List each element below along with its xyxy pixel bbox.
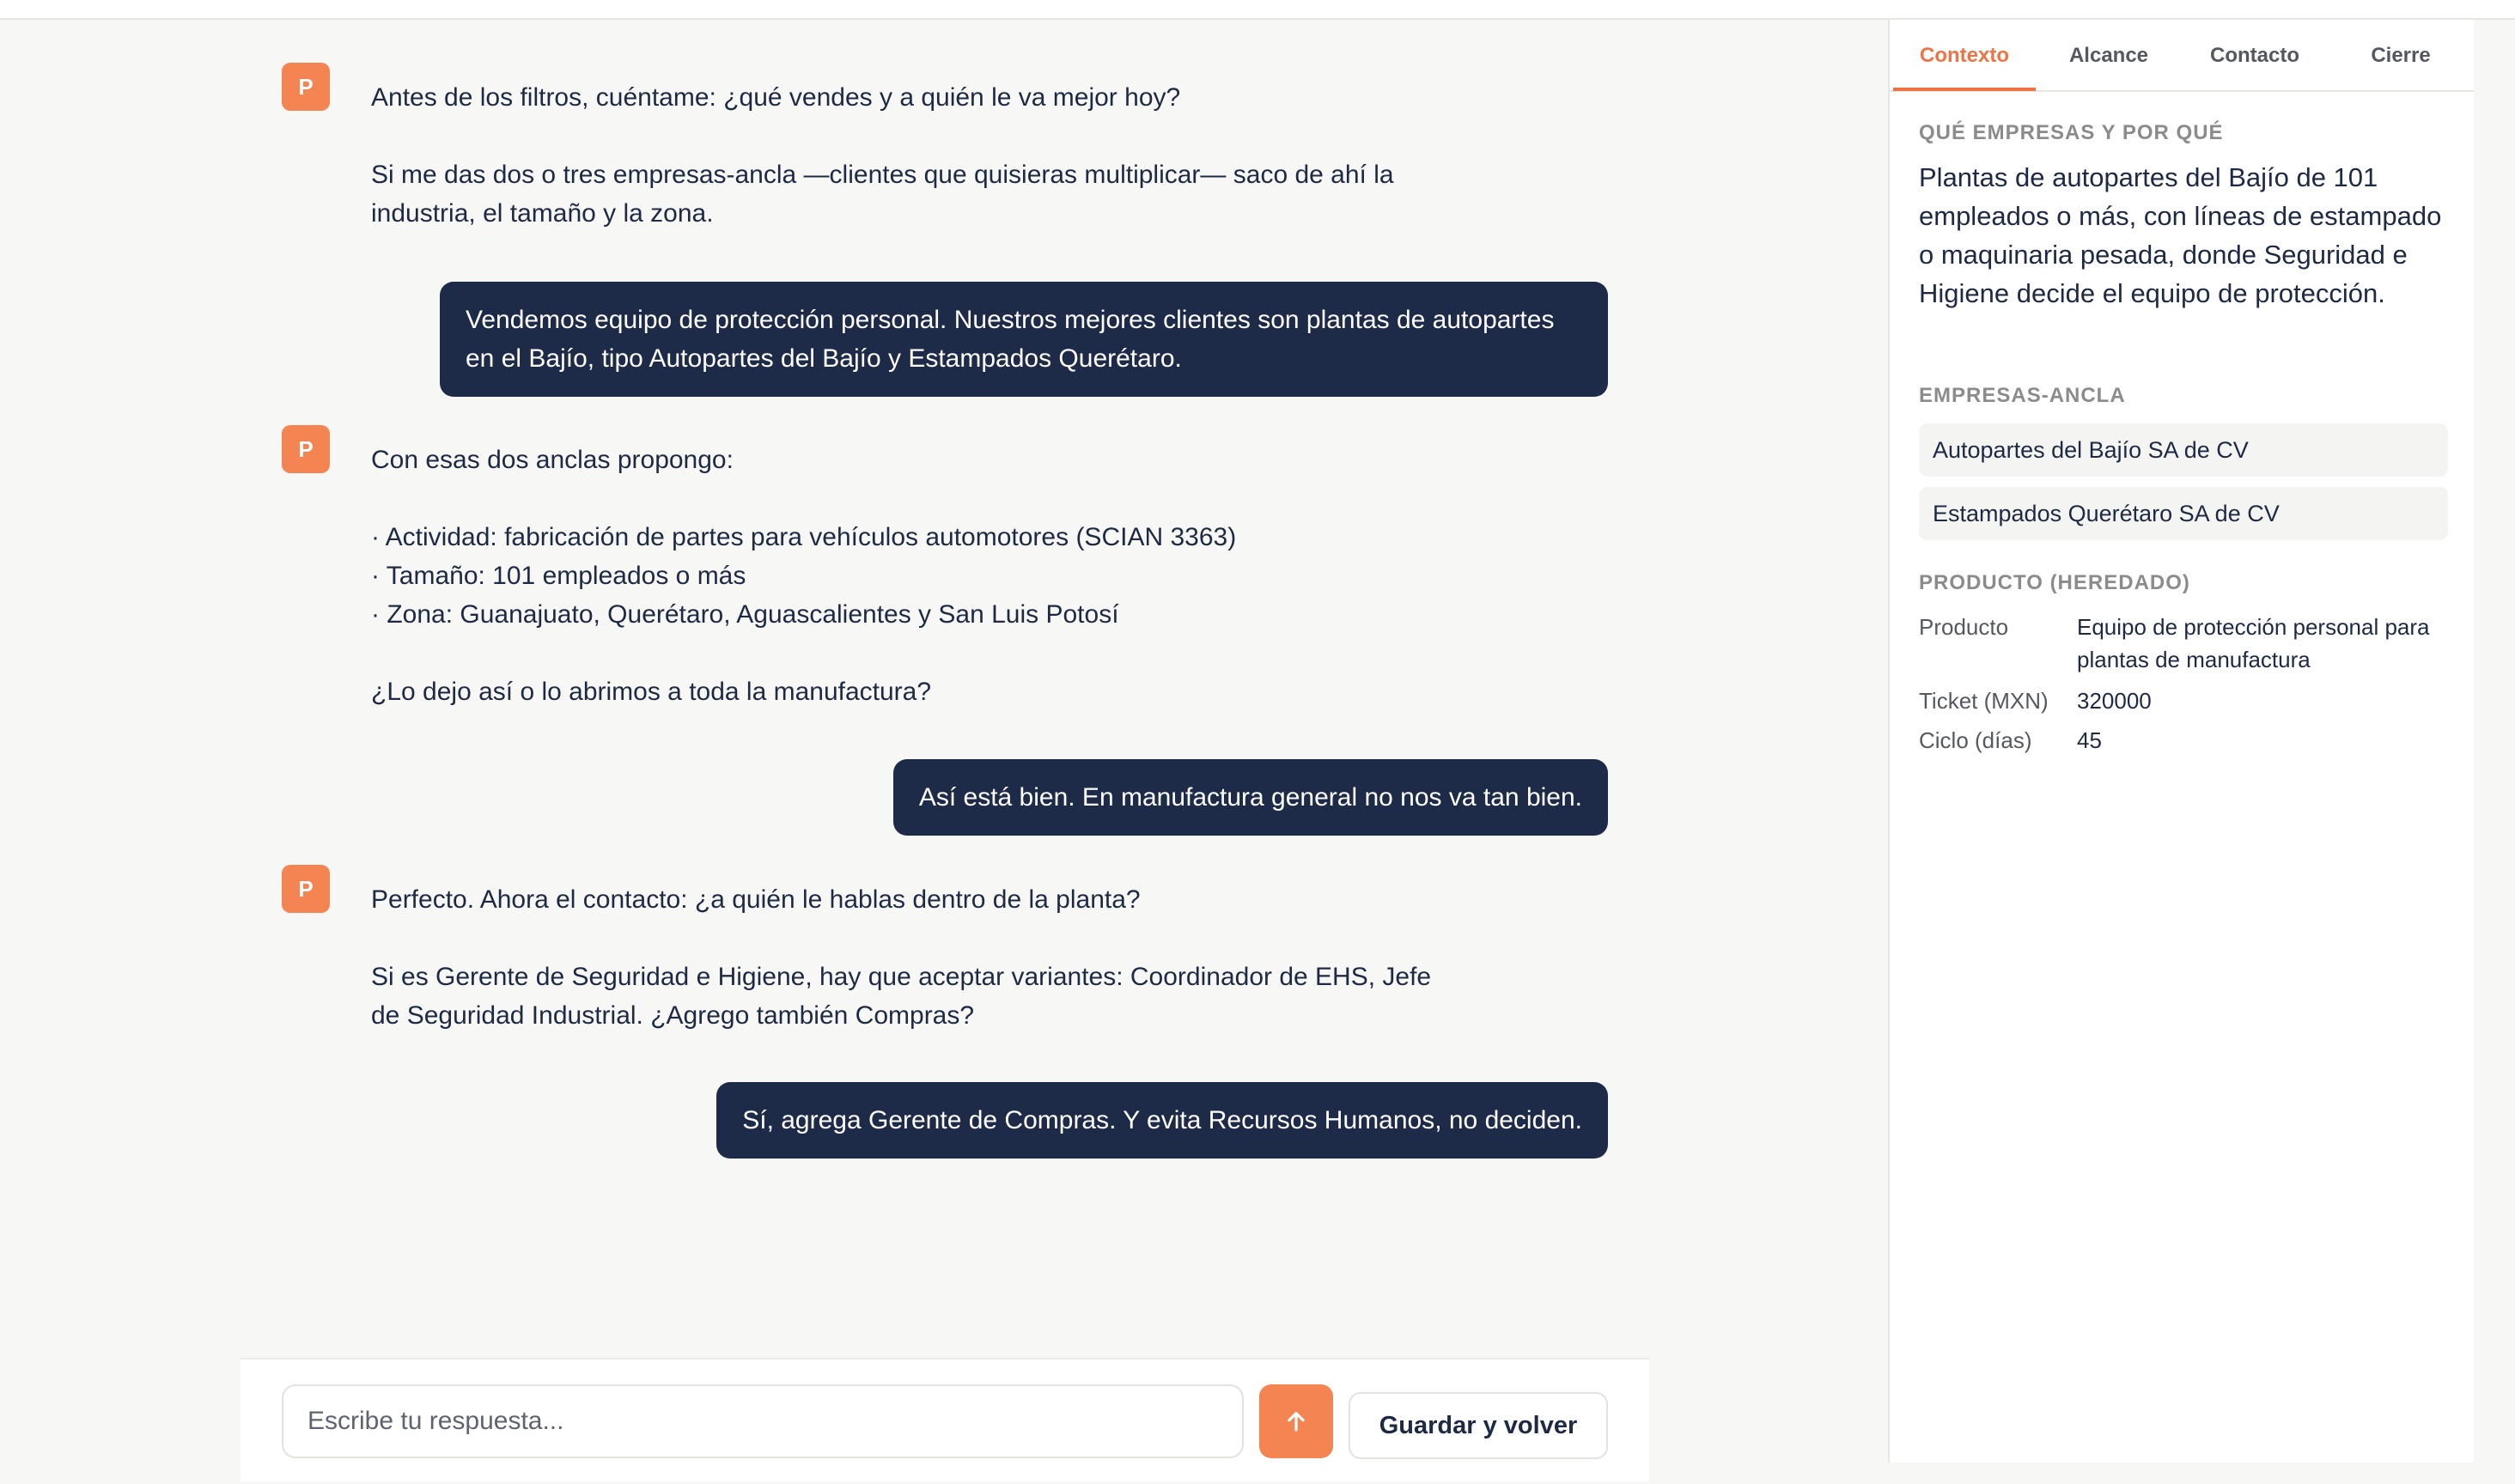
save-and-return-button[interactable]: Guardar y volver <box>1349 1392 1608 1459</box>
tab-contexto[interactable]: Contexto <box>1920 44 2009 67</box>
assistant-message <box>371 880 1436 1035</box>
anchors-section-label: EMPRESAS-ANCLA <box>1919 384 2126 407</box>
assistant-avatar: P <box>282 425 330 473</box>
message-paragraph: ¿Lo dejo así o lo abrimos a toda la manufactura? <box>371 678 932 706</box>
chat-area <box>0 20 1888 1484</box>
assistant-message <box>371 78 1453 233</box>
active-tab-indicator <box>1893 88 2036 91</box>
anchor-company: Autopartes del Bajío SA de CV <box>1919 423 2448 477</box>
product-key: Producto <box>1919 614 2009 640</box>
proposal-line: · Tamaño: 101 empleados o más <box>371 562 746 590</box>
tab-contacto[interactable]: Contacto <box>2210 44 2299 67</box>
message-paragraph: Con esas dos anclas propongo: <box>371 446 734 474</box>
reply-input[interactable]: Escribe tu respuesta... <box>282 1384 1244 1458</box>
proposal-line: · Actividad: fabricación de partes para vehículos automotores (SCIAN 3363) <box>371 523 1237 551</box>
assistant-avatar: P <box>282 865 330 913</box>
assistant-message <box>371 441 1488 711</box>
message-paragraph: Si es Gerente de Seguridad e Higiene, hay que aceptar variantes: Coordinador de EHS, Jefe de Seguridad Industrial. ¿Agrego también Compras? <box>371 963 1432 1030</box>
assistant-avatar: P <box>282 63 330 111</box>
user-message: Vendemos equipo de protección personal. Nuestros mejores clientes son plantas de autopartes en el Bajío, tipo Autopartes del Bajío y Estampados Querétaro. <box>440 282 1608 397</box>
cycle-key: Ciclo (días) <box>1919 727 2032 753</box>
tab-cierre[interactable]: Cierre <box>2371 44 2431 67</box>
message-paragraph: Perfecto. Ahora el contacto: ¿a quién le hablas dentro de la planta? <box>371 885 1141 914</box>
message-paragraph: Antes de los filtros, cuéntame: ¿qué vendes y a quién le va mejor hoy? <box>371 83 1181 112</box>
user-message: Así está bien. En manufactura general no nos va tan bien. <box>893 759 1608 836</box>
composer <box>241 1358 1649 1481</box>
product-value: Equipo de protección personal para plantas de manufactura <box>2077 614 2430 672</box>
ticket-key: Ticket (MXN) <box>1919 688 2049 714</box>
proposal-line: · Zona: Guanajuato, Querétaro, Aguascalientes y San Luis Potosí <box>371 600 1119 629</box>
cycle-value: 45 <box>2077 727 2102 753</box>
context-section-label: QUÉ EMPRESAS Y POR QUÉ <box>1919 121 2224 144</box>
arrow-up-icon <box>1283 1408 1309 1434</box>
panel-tabs <box>1890 20 2474 92</box>
anchor-company: Estampados Querétaro SA de CV <box>1919 487 2448 540</box>
message-paragraph: Si me das dos o tres empresas-ancla —clientes que quisieras multiplicar— saco de ahí la industria, el tamaño y la zona. <box>371 161 1394 228</box>
context-panel <box>1888 20 2474 1463</box>
tab-alcance[interactable]: Alcance <box>2068 44 2149 67</box>
product-section-label: PRODUCTO (HEREDADO) <box>1919 571 2190 594</box>
send-button[interactable] <box>1259 1384 1333 1458</box>
user-message: Sí, agrega Gerente de Compras. Y evita Recursos Humanos, no deciden. <box>716 1082 1608 1159</box>
ticket-value: 320000 <box>2077 688 2152 714</box>
context-description: Plantas de autopartes del Bajío de 101 empleados o más, con líneas de estampado o maquinaria pesada, donde Seguridad e Higiene decide el equipo de protección. <box>1919 162 2442 308</box>
top-bar <box>0 0 2515 20</box>
